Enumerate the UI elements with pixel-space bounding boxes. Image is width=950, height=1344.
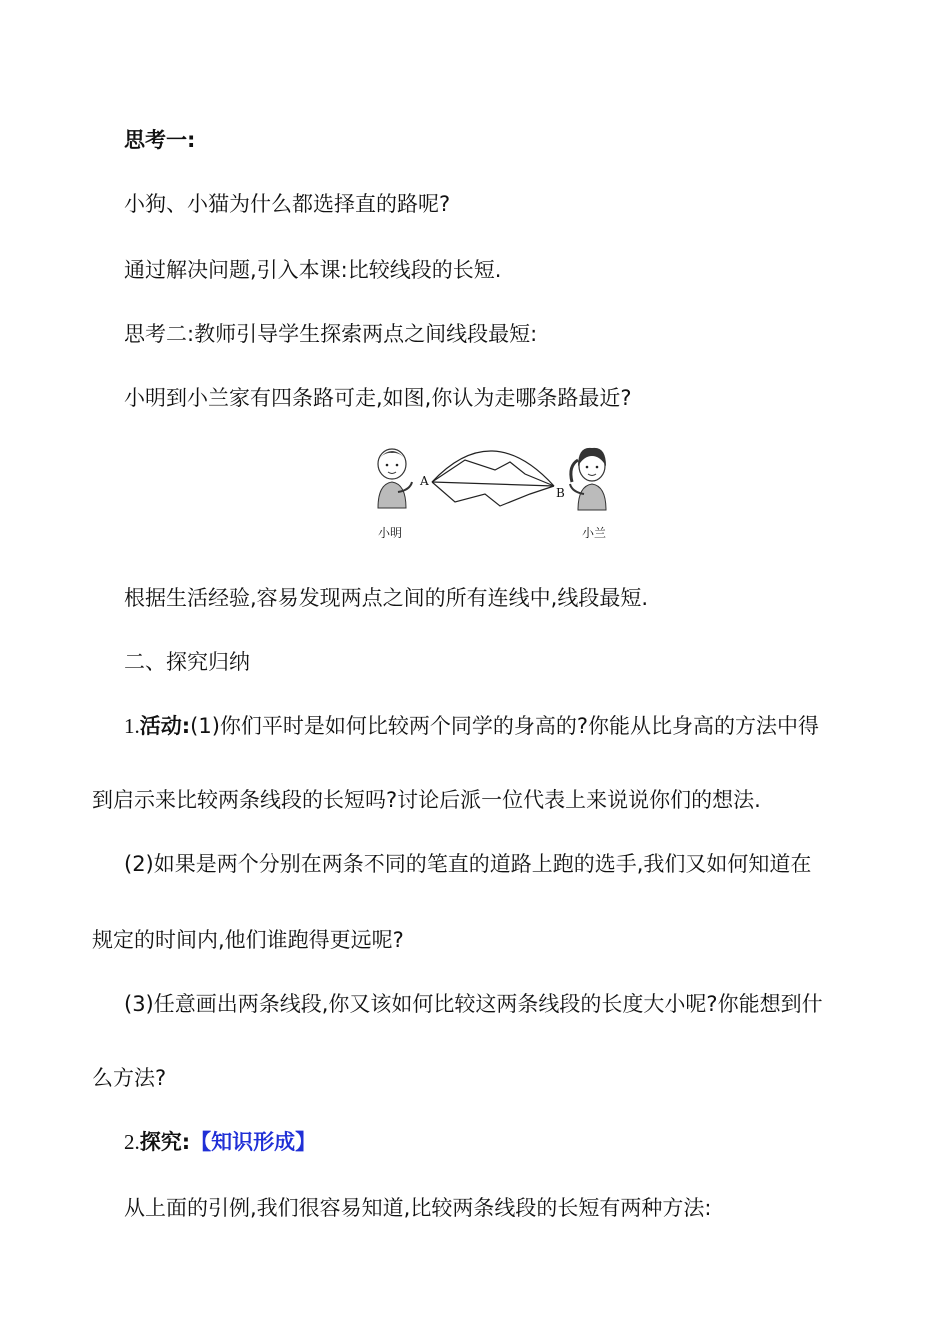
- point-b-label: B: [556, 486, 565, 500]
- activity-label: 活动:: [139, 714, 191, 738]
- four-roads-figure: [360, 436, 620, 546]
- heading-think-one: 思考一:: [124, 128, 196, 152]
- paragraph-two-methods: 从上面的引例,我们很容易知道,比较两条线段的长短有两种方法:: [124, 1196, 712, 1220]
- xiaolan-label: 小兰: [582, 526, 607, 540]
- section-heading-explore: 二、探究归纳: [124, 650, 250, 674]
- road-arc: [432, 451, 554, 486]
- paragraph-intro-lesson: 通过解决问题,引入本课:比较线段的长短.: [124, 258, 502, 282]
- road-straight: [432, 482, 554, 486]
- paragraph-activity-cont: 到启示来比较两条线段的长短吗?讨论后派一位代表上来说说你们的想法.: [92, 788, 761, 812]
- paragraph-runners-cont: 规定的时间内,他们谁跑得更远呢?: [92, 928, 404, 952]
- girl-illustration: [570, 448, 606, 510]
- paragraph-draw-segments: (3)任意画出两条线段,你又该如何比较这两条线段的长度大小呢?你能想到什: [124, 992, 823, 1016]
- xiaoming-label: 小明: [378, 526, 403, 540]
- activity-text: (1)你们平时是如何比较两个同学的身高的?你能从比身高的方法中得: [190, 714, 820, 738]
- activity-number: 1.: [124, 714, 140, 738]
- paragraph-shortest-segment: 根据生活经验,容易发现两点之间的所有连线中,线段最短.: [124, 586, 649, 610]
- explore-label: 探究:: [139, 1130, 191, 1154]
- paragraph-four-roads: 小明到小兰家有四条路可走,如图,你认为走哪条路最近?: [124, 386, 632, 410]
- paragraph-explore: [124, 1128, 316, 1156]
- explore-number: 2.: [124, 1130, 140, 1154]
- point-a-label: A: [420, 474, 429, 488]
- paragraph-runners: (2)如果是两个分别在两条不同的笔直的道路上跑的选手,我们又如何知道在: [124, 852, 812, 876]
- paragraph-think-two: 思考二:教师引导学生探索两点之间线段最短:: [124, 322, 538, 346]
- paragraph-activity: [124, 712, 819, 740]
- boy-illustration: [378, 449, 412, 508]
- paragraph-draw-segments-cont: 么方法?: [92, 1066, 167, 1090]
- paragraph-question-dog-cat: 小狗、小猫为什么都选择直的路呢?: [124, 192, 451, 216]
- knowledge-formation-tag: 【知识形成】: [190, 1130, 317, 1154]
